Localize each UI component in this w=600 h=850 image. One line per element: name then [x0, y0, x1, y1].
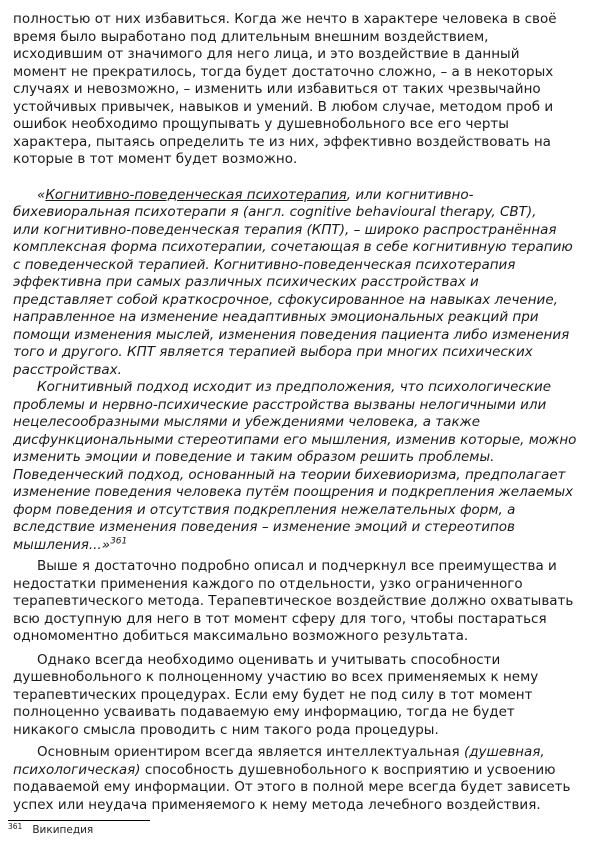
- text-line: [13, 704, 590, 722]
- text-segment: которые в тот момент будет возможно.: [13, 151, 298, 167]
- text-line: [13, 151, 590, 169]
- text-line: [13, 502, 590, 520]
- text-line: [13, 432, 590, 450]
- text-line: [13, 187, 590, 205]
- text-segment: Основным ориентиром всегда является интеллектуальная: [37, 744, 464, 760]
- text-line: [13, 414, 590, 432]
- footnote-divider: [8, 820, 150, 821]
- text-segment: форм поведения и отсутствия подкрепления нежелательных форм, а: [13, 501, 516, 518]
- text-segment: помощи изменения мыслей, изменения поведения пациента либо изменения: [13, 326, 570, 343]
- text-line: [13, 379, 590, 397]
- text-segment: нецелесообразными мыслями и убеждениями человека, а также: [13, 414, 481, 430]
- text-segment: терапевтического метода. Терапевтическое воздействие должно охватывать: [13, 593, 574, 609]
- text-segment: Когнитивный подход исходит из предположения, что психологические: [37, 379, 552, 395]
- text-segment: или когнитивно-поведенческая терапия (КПТ), – широко распространённая: [13, 221, 557, 238]
- text-segment: характера, пытаясь определить те из них, эффективно воздействовать на: [13, 133, 551, 150]
- text-line: [13, 344, 590, 362]
- text-segment: , или когнитивно-: [346, 186, 474, 203]
- footnote-text: [8, 821, 590, 837]
- text-line: [13, 81, 590, 99]
- text-line: [13, 519, 590, 537]
- text-line: [13, 204, 590, 222]
- text-segment: недостатки применения каждого по отдельности, узко ограниченного: [13, 575, 523, 592]
- text-line: [13, 744, 590, 762]
- text-segment: представляет собой краткосрочное, сфокусированное на навыках лечение,: [13, 291, 558, 308]
- text-line: [13, 309, 590, 327]
- text-segment: того и другого. КПТ является терапией выбора при многих психических: [13, 344, 533, 360]
- text-segment: расстройствах.: [13, 361, 122, 378]
- text-line: [13, 687, 590, 705]
- paragraph-p2: [13, 187, 590, 380]
- text-line: [13, 484, 590, 502]
- text-line: [13, 762, 590, 780]
- document-body: [13, 11, 590, 814]
- text-line: [13, 628, 590, 646]
- text-segment: подаваемой ему информации. От этого в полной мере всегда будет зависеть: [13, 779, 571, 795]
- text-line: [13, 99, 590, 117]
- text-segment: способность душевнобольного к восприятию и усвоению: [140, 761, 556, 778]
- text-segment: вследствие изменения поведения – изменение эмоций и стереотипов: [13, 519, 516, 535]
- text-line: [13, 722, 590, 740]
- text-segment: душевнобольного к полноценному участию во всех применяемых к нему: [13, 669, 539, 685]
- text-segment: успех или неудача применяемого к нему метода лечебного воздействия.: [13, 796, 541, 813]
- text-line: [13, 11, 590, 29]
- text-line: [13, 652, 590, 670]
- footnote-marker: 361: [8, 821, 23, 831]
- text-segment: проблемы и нервно-психические расстройства вызваны нелогичными или: [13, 396, 547, 413]
- text-line: [13, 593, 590, 611]
- text-segment: ошибок необходимо прощупывать у душевнобольного все его черты: [13, 116, 509, 132]
- text-line: [13, 257, 590, 275]
- text-segment: время было выработано под длительным внешним воздействием,: [13, 28, 489, 45]
- text-line: [13, 222, 590, 240]
- text-line: [13, 576, 590, 594]
- text-line: [13, 397, 590, 415]
- text-segment: одномоментно добиться максимально возможного результата.: [13, 628, 469, 644]
- text-line: [13, 29, 590, 47]
- text-segment: мышления...»: [13, 536, 111, 553]
- text-segment: бихевиоральная психотерапи я (англ. cognitive behavioural therapy, CBT),: [13, 204, 537, 220]
- text-line: [13, 669, 590, 687]
- text-line: [13, 64, 590, 82]
- paragraph-p1: [13, 11, 590, 169]
- text-line: [13, 239, 590, 257]
- paragraph-p6: [13, 744, 590, 814]
- text-segment: момент не прекратилось, тогда будет достаточно сложно, – а в некоторых: [13, 63, 554, 80]
- text-segment: случаях и невозможно, – изменить или избавиться от таких чрезвычайно: [13, 81, 541, 97]
- text-segment: Однако всегда необходимо оценивать и учитывать способности: [37, 651, 501, 668]
- text-segment: психологическая): [13, 761, 141, 778]
- text-segment: изменение поведения человека путём поощрения и подкрепления желаемых: [13, 484, 574, 500]
- text-line: [13, 292, 590, 310]
- text-line: [13, 362, 590, 380]
- text-segment: комплексная форма психотерапии, сочетающая в себе когнитивную терапию: [13, 239, 573, 255]
- text-segment: с поведенческой терапией. Когнитивно-поведенческая психотерапия: [13, 256, 516, 273]
- text-line: [13, 611, 590, 629]
- text-line: [13, 467, 590, 485]
- text-segment: полностью от них избавиться. Когда же нечто в характере человека в своё: [13, 11, 557, 27]
- text-segment: дисфункциональными стереотипами его мышления, изменив которые, можно: [13, 431, 577, 448]
- text-line: [13, 797, 590, 815]
- footnote: [8, 820, 590, 837]
- text-line: [13, 779, 590, 797]
- paragraph-p4: [13, 558, 590, 646]
- text-segment: никакого смысла проводить с ним такого рода процедуры.: [13, 721, 439, 738]
- text-segment: исходившим от значимого для него лица, и это воздействие в данный: [13, 46, 520, 62]
- text-segment: Когнитивно-поведенческая психотерапия: [45, 186, 347, 203]
- text-segment: направленное на изменение неадаптивных эмоциональных реакций при: [13, 309, 539, 325]
- text-line: [13, 327, 590, 345]
- text-segment: изменить эмоции и поведение и таким образом решить проблемы.: [13, 449, 495, 465]
- text-segment: полноценно усваивать подаваемую ему информацию, тогда не будет: [13, 704, 515, 720]
- text-line: [13, 134, 590, 152]
- footnote-reference: 361: [110, 536, 128, 546]
- text-segment: устойчивых привычек, навыков и умений. В любом случае, методом проб и: [13, 98, 554, 115]
- text-segment: эффективна при самых различных психических расстройствах и: [13, 274, 479, 290]
- text-line: [13, 116, 590, 134]
- text-segment: Выше я достаточно подробно описал и подчеркнул все преимущества и: [37, 558, 557, 574]
- text-line: [13, 274, 590, 292]
- text-segment: (душевная,: [463, 744, 545, 760]
- text-line: [13, 46, 590, 64]
- paragraph-p3: [13, 379, 590, 554]
- text-line: [13, 449, 590, 467]
- paragraph-p5: [13, 652, 590, 740]
- text-segment: всю доступную для него в тот момент сферу для того, чтобы постараться: [13, 610, 547, 627]
- text-line: [13, 558, 590, 576]
- text-segment: Поведенческий подход, основанный на теории бихевиоризма, предполагает: [13, 466, 566, 483]
- text-segment: терапевтических процедурах. Если ему будет не под силу в тот момент: [13, 686, 533, 703]
- text-line: [13, 537, 590, 555]
- text-segment: «: [37, 186, 46, 203]
- footnote-label: Википедия: [32, 824, 94, 836]
